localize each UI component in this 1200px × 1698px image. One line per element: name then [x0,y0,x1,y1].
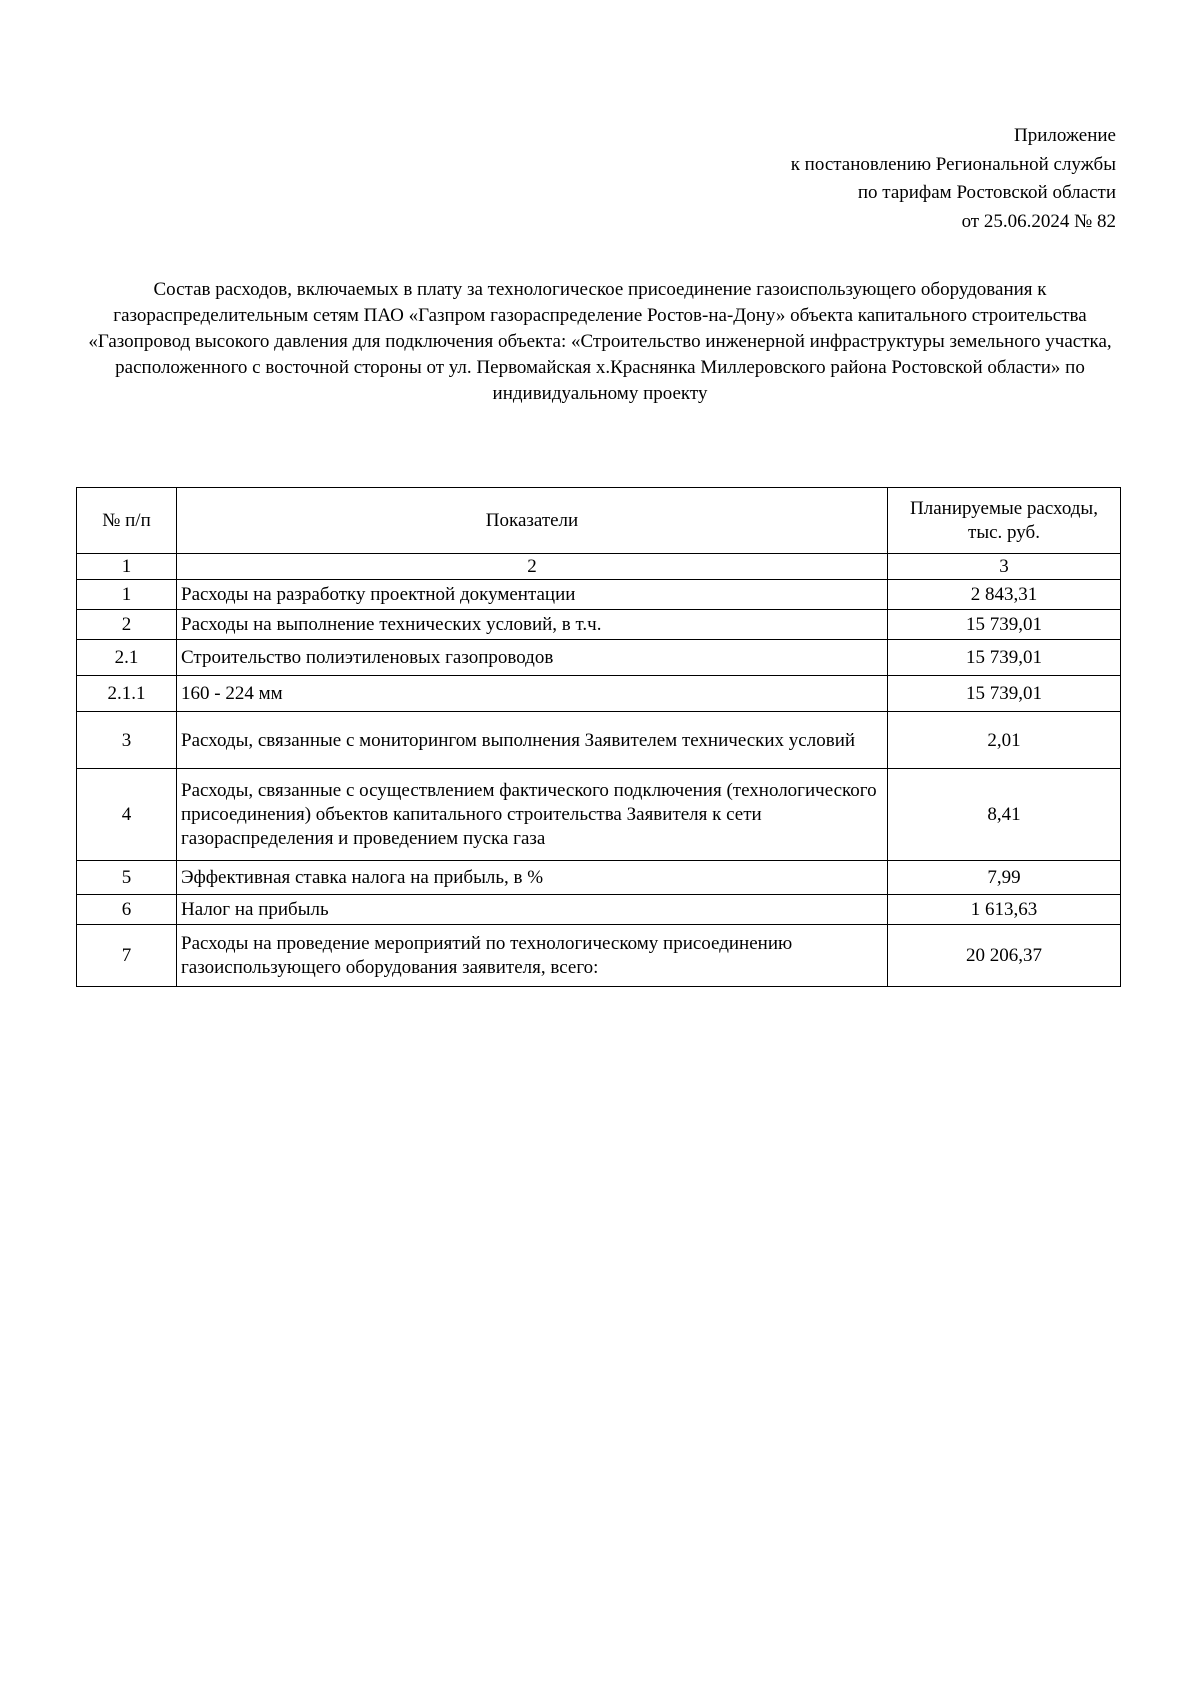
index-cell: 3 [888,554,1121,580]
table-row [77,676,1121,712]
table-row [77,712,1121,769]
row-num: 2.1.1 [77,676,177,712]
row-num: 2.1 [77,640,177,676]
row-num: 4 [77,769,177,861]
row-num: 5 [77,861,177,895]
row-name: Эффективная ставка налога на прибыль, в % [177,861,888,895]
row-value: 20 206,37 [888,925,1121,987]
table-row [77,640,1121,676]
row-num: 2 [77,610,177,640]
approval-line: Приложение [1014,125,1116,146]
approval-line: от 25.06.2024 № 82 [961,210,1116,232]
table-row [77,610,1121,640]
row-name: Расходы на разработку проектной документации [177,580,888,610]
table-index-row [77,554,1121,580]
row-value: 1 613,63 [888,895,1121,925]
table-row [77,580,1121,610]
header-value: Планируемые расходы, тыс. руб. [888,488,1121,554]
row-name: Расходы на выполнение технических условий, в т.ч. [177,610,888,640]
row-name: Строительство полиэтиленовых газопроводов [177,640,888,676]
row-value: 15 739,01 [888,640,1121,676]
row-num: 3 [77,712,177,769]
expenses-table [76,487,1121,987]
row-value: 8,41 [888,769,1121,861]
table-row [77,769,1121,861]
row-value: 2,01 [888,712,1121,769]
row-value: 15 739,01 [888,610,1121,640]
row-num: 1 [77,580,177,610]
table-row [77,895,1121,925]
index-cell: 1 [77,554,177,580]
index-cell: 2 [177,554,888,580]
row-value: 2 843,31 [888,580,1121,610]
table-row [77,925,1121,987]
row-value: 7,99 [888,861,1121,895]
row-name: Расходы, связанные с осуществлением фактического подключения (технологического присоединения) объектов капитального строительства Заявителя к сети газораспределения и проведением пуска газа [177,769,888,861]
row-num: 6 [77,895,177,925]
row-name: Налог на прибыль [177,895,888,925]
table-row [77,861,1121,895]
row-name: 160 - 224 мм [177,676,888,712]
row-name: Расходы, связанные с мониторингом выполнения Заявителем технических условий [177,712,888,769]
approval-line: по тарифам Ростовской области [857,182,1116,203]
row-value: 15 739,01 [888,676,1121,712]
row-num: 7 [77,925,177,987]
table-header-row [77,488,1121,554]
approval-block [791,122,1116,236]
row-name: Расходы на проведение мероприятий по технологическому присоединению газоиспользующего оборудования заявителя, всего: [177,925,888,987]
approval-line: к постановлению Региональной службы [790,153,1116,175]
header-name: Показатели [177,488,888,554]
document-title: Состав расходов, включаемых в плату за технологическое присоединение газоиспользующего оборудования к газораспределительным сетям ПАО «Газпром газораспределение Ростов-на-Дону» объекта капитального строительства «Газопровод высокого давления для подключения объекта: «Строительство инженерной инфраструктуры земельного участка, расположенного с восточной стороны от ул. Первомайская х.Краснянка Миллеровского района Ростовской области» по индивидуальному проекту [88,279,1112,404]
header-num: № п/п [77,488,177,554]
expenses-table-container [76,487,1120,987]
